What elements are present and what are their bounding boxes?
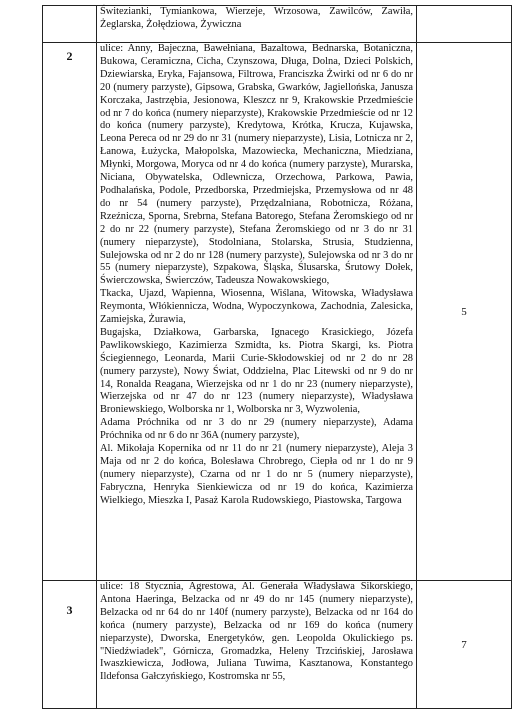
seats-cell (417, 581, 512, 709)
streets-cell (97, 6, 417, 43)
table-row (43, 581, 512, 709)
electoral-districts-table (42, 5, 512, 709)
streets-paragraph: Świtezianki, Tymiankowa, Wierzeje, Wrzosowa, Zawilców, Zawiła, Żeglarska, Żołędziowa, Żywiczna (100, 6, 413, 30)
seats-count: 7 (461, 638, 467, 651)
streets-cell (97, 581, 417, 709)
district-number-cell (43, 43, 97, 581)
streets-paragraph: Bugajska, Działkowa, Garbarska, Ignacego Krasickiego, Józefa Pawlikowskiego, Kazimierza Szmidta, ks. Piotra Skargi, ks. Piotra Ściegiennego, Leonarda, Marii Curie-Skłodowskiej od nr 2 do nr 28 (numery parzyste), Nowy Świat, Oddzielna, Plac Litewski od nr 9 do nr 14, Ronalda Reagana, Wierzejska od nr 1 do nr 23 (numery nieparzyste), Wierzejska od nr 47 do nr 123 (numery nieparzyste), Władysława Broniewskiego, Wolborska nr 1, Wolborska nr 3, Wyzwolenia, (100, 326, 413, 416)
streets-cell (97, 43, 417, 581)
district-number: 2 (66, 49, 73, 63)
table-row (43, 43, 512, 581)
table-row (43, 6, 512, 43)
district-number (43, 6, 96, 12)
district-number: 3 (66, 603, 73, 617)
streets-paragraph: Al. Mikołaja Kopernika od nr 11 do nr 21 (numery nieparzyste), Aleja 3 Maja od nr 2 do końca, Bolesława Chrobrego, Ciepła od nr 1 do nr 9 (numery nieparzyste), Czarna od nr 1 do nr 5 (numery nieparzyste), Fabryczna, Henryka Sienkiewicza od nr 19 do końca, Kazimierza Wielkiego, Mieszka I, Pasaż Karola Rudowskiego, Piastowska, Targowa (100, 443, 413, 506)
seats-cell (417, 43, 512, 581)
seats-cell (417, 6, 512, 43)
streets-paragraph: ulice: Anny, Bajeczna, Bawełniana, Bazaltowa, Bednarska, Botaniczna, Bukowa, Ceramiczna, Cicha, Czynszowa, Długa, Dolna, Dzieci Polskich, Dziewiarska, Eryka, Fajansowa, Filtrowa, Franciszka Żwirki od nr 6 do nr 20 (numery parzyste), Gipsowa, Grabska, Gwarków, Jagiellońska, Janusza Korczaka, Jastrzębia, Jesionowa, Kleszcz nr 9, Krakowskie Przedmieście od nr 7 do końca (numery nieparzyste), Krakowskie Przedmieście od nr 12 do końca (numery parzyste), Kredytowa, Krótka, Krucza, Kujawska, Leona Pereca od nr 29 do nr 31 (numery nieparzyste), Lisia, Lotnicza nr 2, Łanowa, Łużycka, Małopolska, Mazowiecka, Mechaniczna, Miedziana, Młynki, Morgowa, Moryca od nr 4 do końca (numery parzyste), Murarska, Niciana, Obywatelska, Odlewnicza, Orzechowa, Parkowa, Pawia, Podhalańska, Podole, Przedborska, Przedmiejska, Przemysłowa od nr 48 do nr 54 (numery parzyste), Przędzalniana, Robotnicza, Różana, Rzeźnicza, Sporna, Srebrna, Stefana Batorego, Stefana Żeromskiego od nr 2 do nr 22 (numery parzyste), Stefana Żeromskiego od nr 3 do nr 31 (numery nieparzyste), Stodolniana, Stolarska, Strusia, Studzienna, Sulejowska od nr 2 do nr 128 (numery parzyste), Sulejowska od nr 3 do nr 55 (numery nieparzyste), Szpakowa, Śląska, Ślusarska, Śrutowy Dołek, Świerczowska, Świerczów, Tadeusza Nowakowskiego, (100, 43, 413, 287)
district-number-cell (43, 6, 97, 43)
district-number-cell (43, 581, 97, 709)
streets-paragraph: ulice: 18 Stycznia, Agrestowa, Al. Generała Władysława Sikorskiego, Antona Haeringa, Belzacka od nr 49 do nr 145 (numery nieparzyste), Belzacka od nr 64 do nr 140f (numery parzyste), Belzacka od nr 164 do końca (numery parzyste), Belzacka od nr 169 do końca (numery nieparzyste), Dworska, Energetyków, gen. Leopolda Okulickiego ps. "Niedźwiadek", Górnicza, Gromadzka, Heleny Trzcińskiej, Jarosława Iwaszkiewicza, Jodłowa, Juliana Tuwima, Kasztanowa, Konstantego Ildefonsa Gałczyńskiego, Kostromska nr 55, (100, 581, 413, 683)
streets-paragraph: Tkacka, Ujazd, Wapienna, Wiosenna, Wiślana, Witowska, Władysława Reymonta, Włókiennicza, Wodna, Wypoczynkowa, Zachodnia, Zalesicka, Zamiejska, Żurawia, (100, 288, 413, 326)
seats-count: 5 (461, 305, 467, 318)
streets-paragraph: Adama Próchnika od nr 3 do nr 29 (numery nieparzyste), Adama Próchnika od nr 6 do nr 36A (numery parzyste), (100, 417, 413, 442)
